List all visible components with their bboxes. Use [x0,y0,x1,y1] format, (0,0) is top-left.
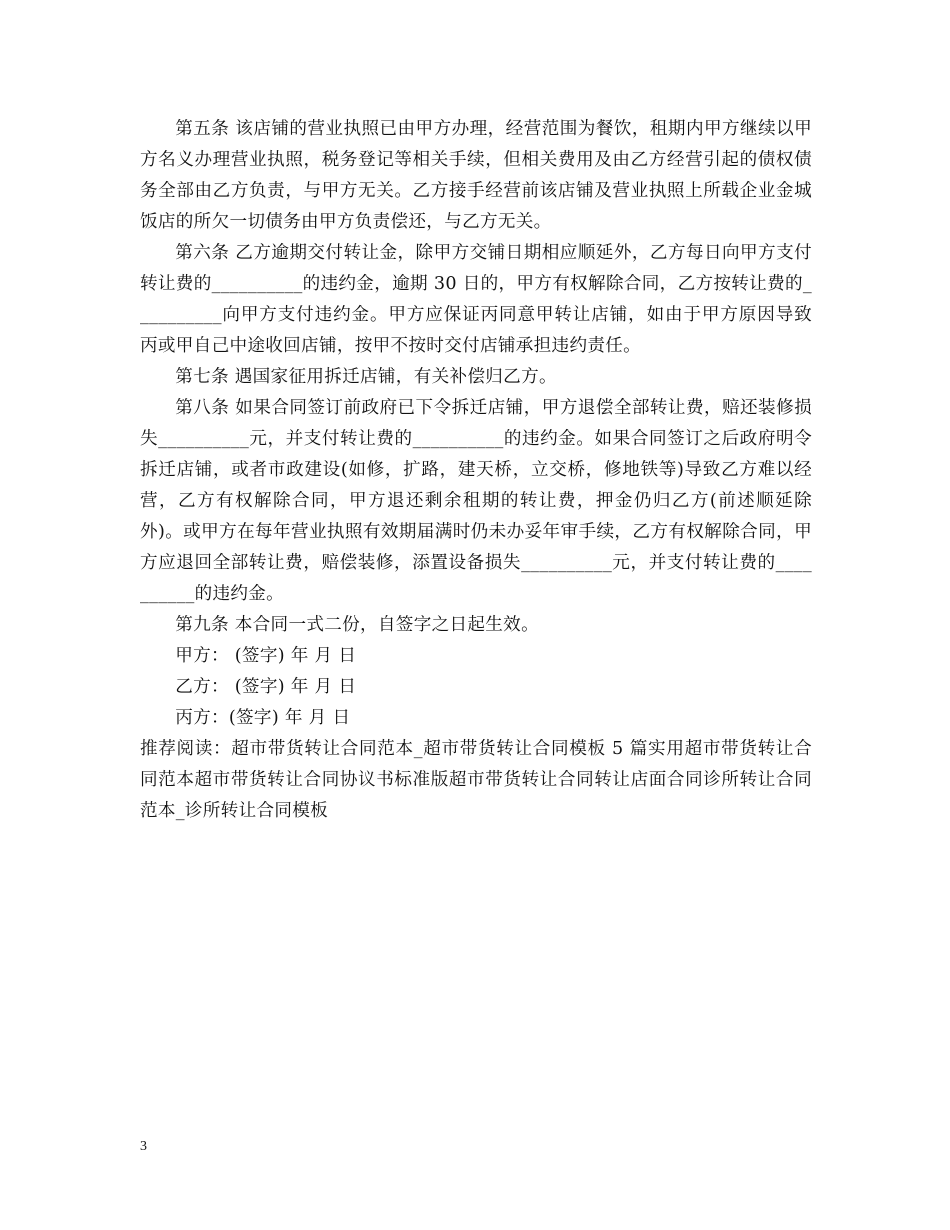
signer-party-a: 甲方： (签字) 年 月 日 [175,646,357,666]
article-6: 第六条 乙方逾期交付转让金，除甲方交铺日期相应顺延外，乙方每日向甲方支付转让费的__________的违约金，逾期 30 日的，甲方有权解除合同，乙方按转让费的__________向甲方支付违约金。甲方应保证丙同意甲转让店铺，如由于甲方原因导致丙或甲自己中途收回店铺，按甲不按时交付店铺承担违约责任。 [140,243,812,356]
document-body [140,114,812,827]
article-5: 第五条 该店铺的营业执照已由甲方办理，经营范围为餐饮，租期内甲方继续以甲方名义办理营业执照，税务登记等相关手续，但相关费用及由乙方经营引起的债权债务全部由乙方负责，与甲方无关。乙方接手经营前该店铺及营业执照上所载企业金城饭店的所欠一切债务由甲方负责偿还，与乙方无关。 [140,119,812,232]
article-9: 第九条 本合同一式二份，自签字之日起生效。 [175,615,539,635]
recommended-reading: 推荐阅读：超市带货转让合同范本_超市带货转让合同模板 5 篇实用超市带货转让合同范本超市带货转让合同协议书标准版超市带货转让合同转让店面合同诊所转让合同范本_诊所转让合同模板 [140,739,812,821]
article-8: 第八条 如果合同签订前政府已下令拆迁店铺，甲方退偿全部转让费，赔还装修损失__________元，并支付转让费的__________的违约金。如果合同签订之后政府明令拆迁店铺，或者市政建设(如修，扩路，建天桥，立交桥，修地铁等)导致乙方难以经营，乙方有权解除合同，甲方退还剩余租期的转让费，押金仍归乙方(前述顺延除外)。或甲方在每年营业执照有效期届满时仍未办妥年审手续，乙方有权解除合同，甲方应退回全部转让费，赔偿装修，添置设备损失__________元，并支付转让费的__________的违约金。 [140,398,812,604]
signer-party-c: 丙方：(签字) 年 月 日 [175,708,351,728]
page-number: 3 [140,1139,147,1154]
signer-party-b: 乙方： (签字) 年 月 日 [175,677,357,697]
article-7: 第七条 遇国家征用拆迁店铺，有关补偿归乙方。 [175,367,557,387]
